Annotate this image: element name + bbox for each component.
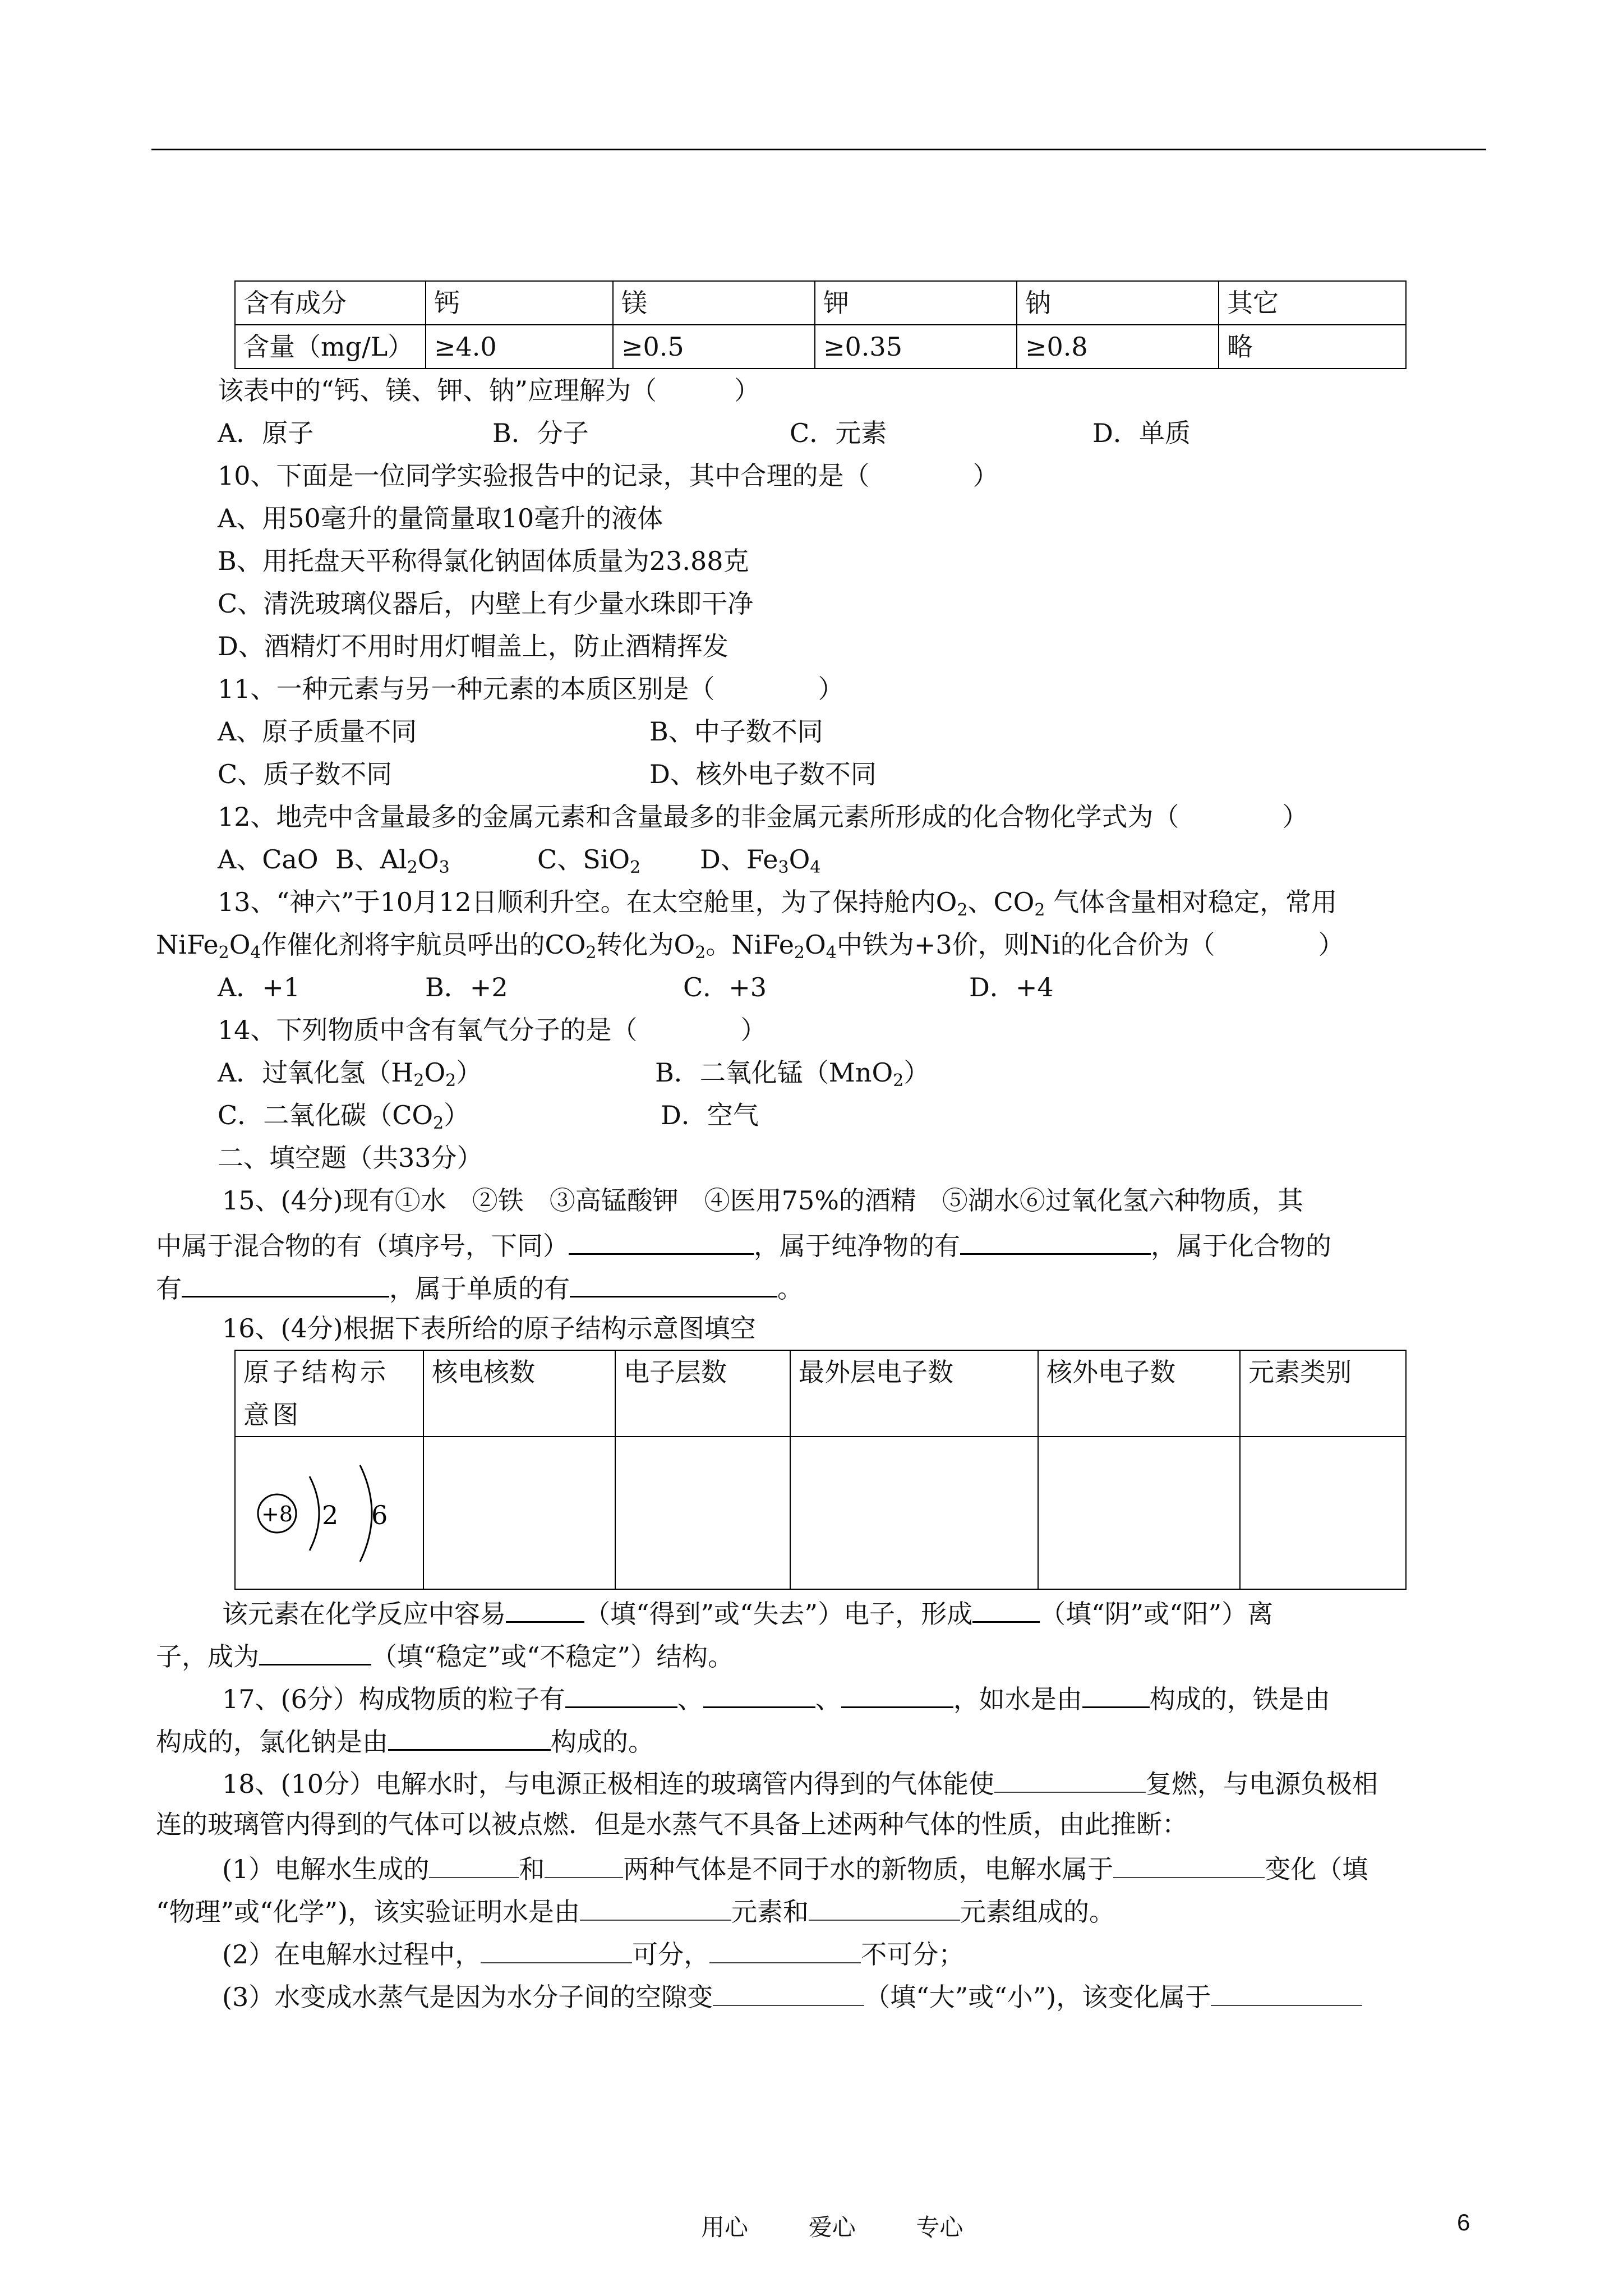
table-header: 原子结构示意图 [235, 1350, 423, 1437]
text: O [789, 844, 810, 875]
footer-text: 用心 [701, 2214, 749, 2240]
text: 、CO [967, 887, 1035, 917]
answer-blank[interactable] [1082, 1675, 1150, 1708]
answer-cell[interactable] [615, 1437, 790, 1589]
subscript: 2 [585, 943, 597, 963]
option-b: B、中子数不同 [649, 716, 823, 747]
subscript: 2 [957, 900, 968, 920]
nucleus-charge: +8 [261, 1502, 293, 1526]
answer-blank[interactable] [569, 1222, 754, 1255]
subscript: 2 [445, 1071, 457, 1091]
table-cell: 钠 [1017, 281, 1219, 325]
subscript: 2 [218, 943, 229, 963]
option-c [537, 838, 700, 881]
answer-blank[interactable] [481, 1931, 632, 1963]
atom-structure-table [234, 1350, 1407, 1590]
option-c: C．元素 [790, 418, 887, 448]
text: 、 [815, 1684, 841, 1714]
answer-blank[interactable] [703, 1675, 815, 1708]
q17-line1 [195, 1675, 1485, 1718]
option-a: A、用50毫升的量筒量取10毫升的液体 [218, 503, 663, 533]
text: (1）电解水生成的 [222, 1854, 430, 1884]
table-cell: 含量（mg/L） [235, 325, 426, 369]
option-a: A、原子质量不同 [218, 716, 417, 747]
answer-blank[interactable] [1113, 1846, 1265, 1878]
subscript: 2 [433, 1114, 444, 1133]
q14-options-2 [195, 1094, 1485, 1137]
q18-line2: 连的玻璃管内得到的气体可以被点燃．但是水蒸气不具备上述两种气体的性质，由此推断： [156, 1809, 1188, 1839]
table-cell: ≥4.0 [426, 325, 613, 369]
answer-cell[interactable] [790, 1437, 1038, 1589]
text: 不可分； [861, 1939, 965, 1970]
answer-cell[interactable] [1038, 1437, 1240, 1589]
text: 13、“神六”于10月12日顺利升空。在太空舱里，为了保持舱内O [218, 887, 957, 917]
header-rule [151, 149, 1486, 150]
option-d: D、核外电子数不同 [649, 759, 877, 789]
text: 子，成为 [156, 1641, 259, 1672]
text: “物理”或“化学”)，该实验证明水是由 [156, 1897, 580, 1927]
text: 气体含量相对稳定，常用 [1053, 887, 1338, 917]
option-d [700, 838, 820, 881]
option-a: A．原子 [218, 418, 314, 448]
text: （填“阴”或“阳”）离 [1040, 1599, 1274, 1629]
text: 。NiFe [706, 930, 794, 960]
q18-line6 [195, 1973, 1485, 2016]
option-c: C．+3 [683, 972, 767, 1002]
table-cell: 钙 [426, 281, 613, 325]
subscript: 4 [250, 943, 261, 963]
q13-line2 [156, 923, 1485, 966]
shell-arc-1 [310, 1476, 319, 1550]
text: 元素和 [731, 1897, 809, 1927]
text: ） [903, 1057, 930, 1088]
text: 变化（填 [1265, 1854, 1368, 1884]
option-b [655, 1051, 929, 1094]
subscript: 4 [810, 858, 821, 877]
text: (3）水变成水蒸气是因为水分子间的空隙变 [222, 1982, 713, 2012]
table-header: 最外层电子数 [790, 1350, 1038, 1437]
table-header: 核外电子数 [1038, 1350, 1240, 1437]
text: O [805, 930, 826, 960]
subscript: 2 [893, 1071, 904, 1091]
text: O [424, 1057, 446, 1088]
answer-blank[interactable] [506, 1590, 584, 1623]
answer-cell[interactable] [1240, 1437, 1406, 1589]
subscript: 2 [630, 858, 641, 877]
text: 构成的，氯化钠是由 [156, 1727, 388, 1757]
table-header: 电子层数 [615, 1350, 790, 1437]
answer-blank[interactable] [565, 1675, 677, 1708]
text: 可分， [632, 1939, 710, 1970]
subscript: 2 [413, 1071, 425, 1091]
q16-stem: 16、(4分)根据下表所给的原子结构示意图填空 [222, 1313, 756, 1343]
answer-blank[interactable] [972, 1590, 1040, 1623]
text: A．过氧化氢（H [218, 1057, 414, 1088]
option-d: D、酒精灯不用时用灯帽盖上，防止酒精挥发 [218, 631, 728, 661]
subscript: 2 [1034, 900, 1045, 920]
text: 构成的。 [551, 1727, 654, 1757]
option-a: A．+1 [218, 972, 301, 1002]
text: 18、(10分）电解水时，与电源正极相连的玻璃管内得到的气体能使 [222, 1769, 995, 1799]
mineral-table [234, 280, 1407, 369]
answer-blank[interactable] [429, 1846, 519, 1878]
shell-2-electrons: 6 [371, 1500, 388, 1530]
table-cell: 钾 [815, 281, 1017, 325]
text: O [417, 844, 439, 875]
text: 。 [777, 1273, 803, 1304]
answer-blank[interactable] [570, 1264, 777, 1297]
q15-line2 [156, 1222, 1485, 1264]
text: ，属于化合物的 [1151, 1231, 1331, 1261]
section-title: 二、填空题（共33分） [218, 1143, 483, 1173]
subscript: 2 [695, 943, 706, 963]
q18-line1 [195, 1760, 1485, 1803]
text: （填“得到”或“失去”）电子，形成 [584, 1599, 973, 1629]
option-a: A、CaO [218, 844, 319, 875]
subscript: 2 [407, 858, 418, 877]
answer-blank[interactable] [1211, 1973, 1362, 2006]
text: 复燃，与电源负极相 [1146, 1769, 1378, 1799]
answer-blank[interactable] [994, 1760, 1146, 1793]
option-d: D．空气 [661, 1100, 759, 1130]
text: 两种气体是不同于水的新物质，电解水属于 [623, 1854, 1114, 1884]
text: 中铁为+3价，则Ni的化合价为（ ） [836, 930, 1344, 960]
option-a [218, 1051, 655, 1094]
text: D、Fe [700, 844, 778, 875]
text: B、Al [335, 844, 407, 875]
q14-stem: 14、下列物质中含有氧气分子的是（ ） [218, 1015, 767, 1045]
text: 中属于混合物的有（填序号，下同） [156, 1231, 569, 1261]
shell-1-electrons: 2 [322, 1500, 339, 1530]
q15-line1: 15、(4分)现有①水 ②铁 ③高锰酸钾 ④医用75%的酒精 ⑤湖水⑥过氧化氢六种物质，其 [222, 1185, 1303, 1216]
answer-blank[interactable] [580, 1888, 731, 1921]
option-c: C、质子数不同 [218, 759, 393, 789]
q11-options-1 [195, 710, 1485, 753]
atom-structure-diagram [243, 1437, 412, 1577]
text: ，属于纯净物的有 [754, 1231, 960, 1261]
text: ） [456, 1057, 482, 1088]
option-b [335, 838, 537, 881]
text: 、 [677, 1684, 703, 1714]
page-number: 6 [1457, 2209, 1470, 2235]
text: (2）在电解水过程中， [222, 1939, 481, 1970]
table-cell: 其它 [1219, 281, 1406, 325]
answer-blank[interactable] [545, 1846, 623, 1878]
text: ，属于单质的有 [389, 1273, 570, 1304]
text: 17、(6分）构成物质的粒子有 [222, 1684, 565, 1714]
answer-blank[interactable] [713, 1973, 864, 2006]
option-b: B．分子 [492, 418, 589, 448]
table-cell: 略 [1219, 325, 1406, 369]
q18-line3 [195, 1846, 1485, 1888]
answer-blank[interactable] [709, 1931, 861, 1963]
option-d: D．单质 [1092, 418, 1191, 448]
footer-motto [701, 2209, 1017, 2243]
shell-arc-2 [360, 1465, 372, 1562]
atom-diagram-cell [235, 1437, 423, 1589]
option-b: B．+2 [425, 972, 508, 1002]
text: 转化为O [596, 930, 695, 960]
table-cell: 镁 [613, 281, 815, 325]
answer-blank[interactable] [259, 1632, 371, 1665]
q14-options-1 [195, 1051, 1485, 1094]
option-d: D．+4 [969, 972, 1054, 1002]
answer-blank[interactable] [182, 1264, 389, 1297]
q9-stem: 该表中的“钙、镁、钾、钠”应理解为（ ） [218, 375, 760, 406]
text: 作催化剂将宇航员呼出的CO [261, 930, 586, 960]
q11-stem: 11、一种元素与另一种元素的本质区别是（ ） [218, 674, 844, 704]
option-c: C、清洗玻璃仪器后，内壁上有少量水珠即干净 [218, 588, 754, 619]
option-c [218, 1094, 661, 1137]
table-cell: ≥0.35 [815, 325, 1017, 369]
table-cell: ≥0.5 [613, 325, 815, 369]
q18-line4 [156, 1888, 1485, 1931]
q10-stem: 10、下面是一位同学实验报告中的记录，其中合理的是（ ） [218, 461, 999, 491]
q16-after-line2 [156, 1632, 1485, 1675]
text: 有 [156, 1273, 182, 1304]
text: 该元素在化学反应中容易 [222, 1599, 506, 1629]
text: 构成的，铁是由 [1149, 1684, 1330, 1714]
answer-blank[interactable] [809, 1888, 960, 1921]
text: C．二氧化碳（CO [218, 1100, 434, 1130]
document-body [156, 280, 1485, 2016]
text: ，如水是由 [953, 1684, 1082, 1714]
answer-blank[interactable] [388, 1718, 551, 1751]
q15-line3 [156, 1264, 1485, 1307]
text: O [229, 930, 251, 960]
table-header: 核电核数 [423, 1350, 615, 1437]
text: B．二氧化锰（MnO [655, 1057, 893, 1088]
q18-line5 [195, 1931, 1485, 1973]
answer-blank[interactable] [841, 1675, 953, 1708]
table-cell: ≥0.8 [1017, 325, 1219, 369]
answer-cell[interactable] [423, 1437, 615, 1589]
subscript: 2 [794, 943, 805, 963]
q9-options [195, 412, 1485, 454]
footer-text: 爱心 [808, 2214, 856, 2240]
text: （填“大”或“小”)，该变化属于 [864, 1982, 1211, 2012]
subscript: 3 [439, 858, 450, 877]
q12-options [195, 838, 1485, 881]
q11-options-2 [195, 753, 1485, 795]
q12-stem: 12、地壳中含量最多的金属元素和含量最多的非金属元素所形成的化合物化学式为（ ） [218, 802, 1308, 832]
table-header: 元素类别 [1240, 1350, 1406, 1437]
text: 和 [519, 1854, 545, 1884]
text: NiFe [156, 930, 219, 960]
subscript: 4 [826, 943, 837, 963]
table-cell: 含有成分 [235, 281, 426, 325]
q13-options [195, 966, 1485, 1009]
text: ） [444, 1100, 470, 1130]
answer-blank[interactable] [960, 1222, 1151, 1255]
text: 元素组成的。 [960, 1897, 1115, 1927]
q17-line2 [156, 1718, 1485, 1760]
q16-after-line1 [195, 1590, 1485, 1632]
text: C、SiO [537, 844, 630, 875]
option-b: B、用托盘天平称得氯化钠固体质量为23.88克 [218, 546, 749, 576]
subscript: 3 [778, 858, 789, 877]
text: （填“稳定”或“不稳定”）结构。 [371, 1641, 734, 1672]
q13-line1 [195, 881, 1485, 923]
footer-text: 专心 [916, 2214, 963, 2240]
